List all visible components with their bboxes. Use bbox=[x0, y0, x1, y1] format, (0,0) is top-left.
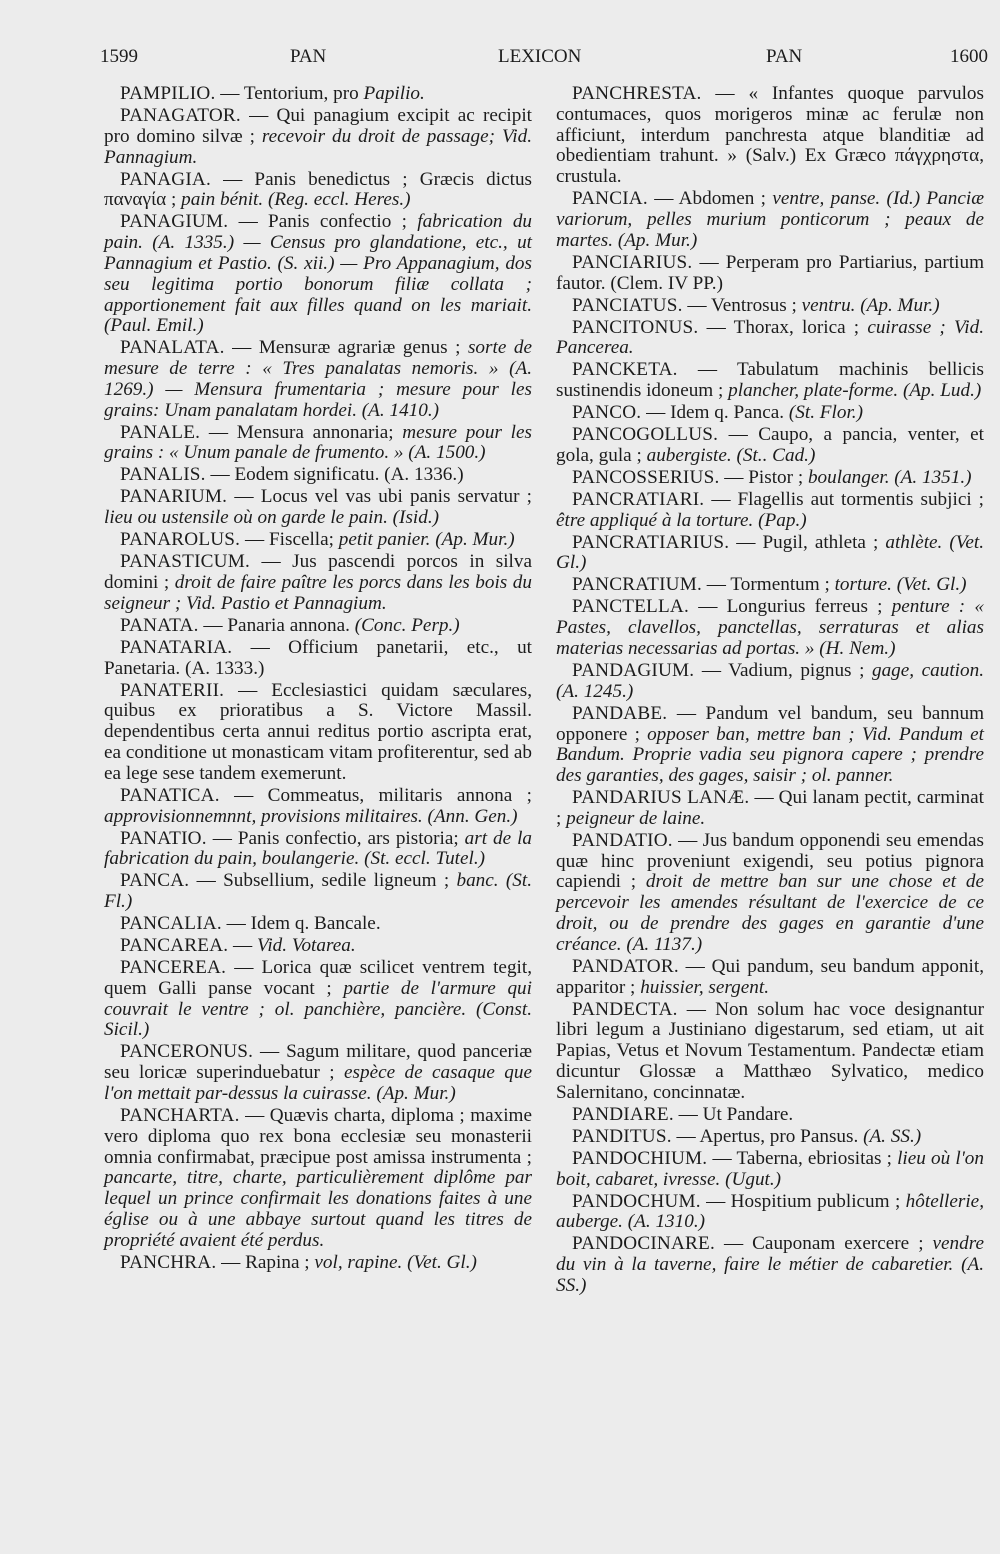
dictionary-entry bbox=[556, 533, 984, 575]
entry-gloss: peigneur de laine. bbox=[566, 807, 706, 829]
entry-definition: — Jus pascendi porcos in silva domini ; bbox=[104, 551, 532, 594]
entry-definition: — Abdomen ; bbox=[654, 188, 773, 210]
dictionary-entry bbox=[104, 1106, 532, 1252]
entry-gloss: ventru. (Ap. Mur.) bbox=[801, 294, 940, 316]
running-header bbox=[100, 46, 988, 82]
entry-headword: PANAROLUS. bbox=[120, 529, 241, 551]
entry-definition: — Taberna, ebriositas ; bbox=[712, 1147, 898, 1169]
entry-gloss: penture : « Pastes, clavellos, panctellas, serraturas et alias materias necessarias ad portas. » (H. Nem.) bbox=[556, 596, 984, 659]
dictionary-entry bbox=[104, 638, 532, 680]
entry-gloss: banc. (St. Fl.) bbox=[104, 870, 532, 913]
entry-gloss: recevoir du droit de passage; Vid. Pannagium. bbox=[104, 125, 532, 168]
entry-definition: — Eodem significatu. (A. 1336.) bbox=[210, 464, 464, 486]
entry-gloss: opposer ban, mettre ban ; Vid. Pandum et Bandum. Proprie vadia seu pignora capere ; prendre des garanties, des gages, saisir ; ol. panner. bbox=[556, 723, 984, 787]
dictionary-entry bbox=[104, 530, 532, 551]
dictionary-entry bbox=[556, 468, 984, 489]
entry-headword: PANCRATIUM. bbox=[572, 574, 702, 596]
entry-gloss: (St. Flor.) bbox=[788, 402, 863, 424]
entry-gloss: sorte de mesure de terre : « Tres panalatas nemoris. » (A. 1269.) — Mensura frumentaria ; mesure pour les grains: Unam panalatam hordei. (A. 1410.) bbox=[104, 337, 532, 421]
entry-headword: PANCA. bbox=[120, 870, 190, 892]
dictionary-entry bbox=[556, 957, 984, 999]
entry-definition: — Ecclesiastici quidam sæculares, quibus ex prioratibus a S. Victore Massil. dependentibus certa annui reditus portio ascripta erat, ea conditione ut monasticam vitam profiterentur, sed ab ea lege sese tandem exemerunt. bbox=[104, 679, 532, 784]
entry-headword: PANARIUM. bbox=[120, 486, 228, 508]
entry-headword: PANCHRA. bbox=[120, 1251, 217, 1273]
entry-gloss: huissier, sergent. bbox=[640, 976, 769, 998]
entry-definition: — Sagum militare, quod panceriæ seu loricæ superinduebatur ; bbox=[104, 1041, 532, 1084]
entry-headword: PANALATA. bbox=[120, 337, 225, 359]
entry-definition: — Panis confectio, ars pistoria; bbox=[212, 827, 465, 849]
entry-gloss: droit de faire paître les porcs dans les bois du seigneur ; Vid. Pastio et Pannagium. bbox=[104, 572, 532, 614]
entry-definition: — Perperam pro Partiarius, partium fautor. (Clem. IV PP.) bbox=[556, 251, 984, 294]
entry-definition: — Caupo, a pancia, venter, et gola, gula ; bbox=[556, 424, 985, 466]
entry-definition: — Quævis charta, diploma ; maxime vero diploma quo rex bona ecclesiæ seu monasterii omnia confirmabat, præcipue post amissa instrumenta ; bbox=[104, 1105, 533, 1168]
entry-gloss: espèce de casaque que l'on mettait par-dessus la cuirasse. (Ap. Mur.) bbox=[104, 1062, 532, 1105]
entry-gloss: Vid. Votarea. bbox=[257, 935, 356, 957]
entry-definition: — Panis confectio ; bbox=[238, 211, 418, 233]
guide-word-right: PAN bbox=[766, 46, 803, 67]
dictionary-entry bbox=[104, 936, 532, 957]
entry-headword: PANATA. bbox=[120, 614, 199, 636]
entry-gloss: vendre du vin à la taverne, faire le métier de cabaretier. (A. SS.) bbox=[556, 1233, 985, 1296]
entry-headword: PANDARIUS LANÆ. bbox=[572, 787, 750, 809]
entry-gloss: pancarte, titre, charte, particulièrement diplôme par lequel un prince confirmait les donations faites à une église ou à une abbaye surtout quand les titres de propriété avaient été perdus. bbox=[104, 1167, 532, 1251]
entry-headword: PANDOCHUM. bbox=[572, 1190, 701, 1212]
entry-definition: — Tabulatum machinis bellicis sustinendis idoneum ; bbox=[556, 359, 985, 402]
entry-headword: PANCAREA. bbox=[120, 935, 229, 957]
entry-definition: — Vadium, pignus ; bbox=[701, 659, 872, 681]
guide-word-left: PAN bbox=[290, 46, 327, 67]
entry-gloss: petit panier. (Ap. Mur.) bbox=[338, 529, 515, 551]
entry-headword: PANATIO. bbox=[120, 827, 207, 849]
entry-gloss: vol, rapine. (Vet. Gl.) bbox=[314, 1251, 477, 1273]
entry-definition: — Idem q. Panca. bbox=[646, 402, 789, 424]
entry-headword: PANATERII. bbox=[120, 679, 225, 701]
entry-headword: PANALIS. bbox=[120, 464, 206, 486]
entry-headword: PANCEREA. bbox=[120, 957, 227, 979]
entry-definition: — Officium panetarii, etc., ut Panetaria. (A. 1333.) bbox=[104, 636, 532, 679]
entry-headword: PANASTICUM. bbox=[120, 551, 250, 573]
dictionary-entry bbox=[556, 253, 984, 295]
entry-definition: — Lorica quæ scilicet ventrem tegit, quem Galli panse vocant ; bbox=[104, 957, 532, 999]
entry-headword: PANCIA. bbox=[572, 188, 648, 210]
dictionary-entry bbox=[104, 423, 532, 465]
entry-headword: PANAGATOR. bbox=[120, 104, 241, 126]
entry-headword: PANATICA. bbox=[120, 784, 220, 806]
dictionary-entry bbox=[104, 338, 532, 421]
entry-headword: PANDABE. bbox=[572, 702, 668, 724]
left-column bbox=[104, 84, 532, 1275]
entry-definition: — Mensuræ agrariæ genus ; bbox=[232, 337, 468, 359]
entry-headword: PANCHRESTA. bbox=[572, 83, 702, 104]
entry-gloss: lieu ou ustensile où on garde le pain. (Isid.) bbox=[104, 507, 440, 529]
entry-definition: — Panaria annona. bbox=[203, 614, 355, 636]
entry-headword: PANCKETA. bbox=[572, 359, 678, 381]
entry-gloss: hôtellerie, auberge. (A. 1310.) bbox=[556, 1190, 984, 1233]
entry-definition: — Idem q. Bancale. bbox=[226, 913, 381, 935]
entry-headword: PANATARIA. bbox=[120, 636, 233, 658]
dictionary-entry bbox=[556, 788, 984, 830]
entry-gloss: Papilio. bbox=[363, 83, 425, 104]
entry-definition: — Tormentum ; bbox=[706, 574, 835, 596]
entry-definition: — Cauponam exercere ; bbox=[723, 1233, 933, 1255]
entry-headword: PANCIARIUS. bbox=[572, 251, 693, 273]
dictionary-entry bbox=[556, 1149, 984, 1191]
dictionary-entry bbox=[556, 1127, 984, 1148]
dictionary-entry bbox=[104, 914, 532, 935]
dictionary-entry bbox=[556, 1105, 984, 1126]
entry-definition: — Pandum vel bandum, seu bannum opponere ; bbox=[556, 702, 985, 745]
entry-definition: — Jus bandum opponendi seu emendas quæ hinc proveniunt exigendi, seu potius pignora capiendi ; bbox=[556, 829, 984, 893]
entry-headword: PANDECTA. bbox=[572, 998, 678, 1020]
entry-gloss: mesure pour les grains : « Unum panale de frumento. » (A. 1500.) bbox=[104, 421, 532, 464]
dictionary-entry bbox=[104, 212, 532, 337]
dictionary-entry bbox=[104, 106, 532, 168]
entry-gloss: cuirasse ; Vid. Pancerea. bbox=[556, 316, 985, 359]
entry-gloss: partie de l'armure qui couvrait le ventre ; ol. panchière, pancière. (Const. Sicil.) bbox=[104, 977, 532, 1041]
entry-headword: PANAGIA. bbox=[120, 168, 211, 190]
entry-headword: PANDIARE. bbox=[572, 1103, 674, 1125]
entry-definition: — Ut Pandare. bbox=[678, 1103, 794, 1125]
entry-gloss: boulanger. (A. 1351.) bbox=[807, 466, 972, 488]
dictionary-entry bbox=[556, 318, 984, 360]
dictionary-entry bbox=[556, 704, 984, 787]
entry-headword: PANCOGOLLUS. bbox=[572, 424, 719, 446]
dictionary-entry bbox=[104, 871, 532, 913]
entry-gloss: droit de mettre ban sur une chose et de percevoir les amendes résultant de l'exercice de ce droit, ou de prendre des gages en garantie d'une créance. (A. 1137.) bbox=[556, 871, 984, 955]
entry-headword: PANDAGIUM. bbox=[572, 659, 695, 681]
entry-headword: PAMPILIO. bbox=[120, 83, 216, 104]
entry-definition: — Non solum hac voce designantur libri legum a Justiniano digestarum, sed etiam, ut ait Papias, Vetus et Novum Testamentum. Pandectæ etiam dicuntur Glossæ a Matthæo Sylvatico, medico Salernitano, concinnatæ. bbox=[556, 998, 984, 1103]
entry-definition: — Qui lanam pectit, carminat ; bbox=[556, 787, 985, 829]
right-column bbox=[556, 84, 984, 1298]
dictionary-entry bbox=[104, 1253, 532, 1274]
entry-gloss: plancher, plate-forme. (Ap. Lud.) bbox=[728, 380, 982, 402]
entry-definition: — Pugil, athleta ; bbox=[736, 531, 886, 553]
entry-gloss: athlète. (Vet. Gl.) bbox=[556, 531, 985, 574]
entry-headword: PANALE. bbox=[120, 421, 201, 443]
dictionary-entry bbox=[104, 786, 532, 828]
dictionary-entry bbox=[104, 1042, 532, 1104]
entry-headword: PANCALIA. bbox=[120, 913, 222, 935]
entry-definition: — Locus vel vas ubi panis servatur ; bbox=[234, 486, 533, 508]
entry-gloss: approvisionnemnnt, provisions militaires. (Ann. Gen.) bbox=[104, 805, 518, 827]
dictionary-entry bbox=[556, 403, 984, 424]
dictionary-entry bbox=[104, 487, 532, 529]
entry-definition: — Qui panagium excipit ac recipit pro domino silvæ ; bbox=[104, 104, 532, 147]
entry-gloss: lieu où l'on boit, cabaret, ivresse. (Ugut.) bbox=[556, 1147, 984, 1190]
entry-definition: — Ventrosus ; bbox=[687, 294, 802, 316]
dictionary-entry bbox=[104, 465, 532, 486]
entry-definition: — Commeatus, militaris annona ; bbox=[234, 784, 532, 806]
entry-definition: — Thorax, lorica ; bbox=[706, 316, 868, 338]
entry-definition: — Qui pandum, seu bandum apponit, apparitor ; bbox=[556, 955, 985, 998]
entry-gloss: fabrication du pain. (A. 1335.) — Census pro glandatione, etc., ut Pannagium et Pastio. (S. xii.) — Pro Appanagium, dos seu legitima portio bonorum filiæ collata ; apportionement fait aux filles quand on les mariait. (Paul. Emil.) bbox=[104, 211, 533, 337]
dictionary-entry bbox=[556, 84, 984, 188]
entry-headword: PANAGIUM. bbox=[120, 211, 229, 233]
dictionary-entry bbox=[556, 575, 984, 596]
entry-definition: — Tentorium, pro bbox=[220, 83, 364, 104]
entry-gloss: aubergiste. (St.. Cad.) bbox=[646, 444, 816, 466]
entry-headword: PANCRATIARI. bbox=[572, 488, 705, 510]
entry-gloss: ventre, panse. (Id.) Panciæ variorum, pelles murium ponticorum ; peaux de martes. (Ap. Mur.) bbox=[556, 188, 984, 251]
dictionary-entry bbox=[556, 296, 984, 317]
entry-definition: — bbox=[233, 935, 258, 957]
entry-headword: PANDATOR. bbox=[572, 955, 679, 977]
entry-gloss: art de la fabrication du pain, boulangerie. (St. eccl. Tutel.) bbox=[104, 827, 533, 870]
dictionary-entry bbox=[104, 829, 532, 871]
dictionary-entry bbox=[556, 1000, 984, 1104]
dictionary-entry bbox=[104, 616, 532, 637]
entry-headword: PANCITONUS. bbox=[572, 316, 699, 338]
dictionary-entry bbox=[556, 661, 984, 703]
entry-definition: — Longurius ferreus ; bbox=[698, 596, 892, 618]
dictionary-entry bbox=[556, 1234, 984, 1296]
entry-headword: PANDOCINARE. bbox=[572, 1233, 715, 1255]
entry-definition: — Apertus, pro Pansus. bbox=[676, 1125, 864, 1147]
entry-headword: PANCIATUS. bbox=[572, 294, 683, 316]
page-number-right: 1600 bbox=[950, 46, 988, 67]
dictionary-entry bbox=[104, 681, 532, 785]
entry-definition: — Panis benedictus ; Græcis dictus παναγία ; bbox=[104, 168, 533, 211]
entry-headword: PANDATIO. bbox=[572, 829, 673, 851]
entry-headword: PANCRATIARIUS. bbox=[572, 531, 730, 553]
dictionary-entry bbox=[556, 831, 984, 956]
entry-definition: — Fiscella; bbox=[244, 529, 339, 551]
entry-gloss: (A. SS.) bbox=[863, 1125, 922, 1147]
entry-definition: — Mensura annonaria; bbox=[208, 421, 403, 443]
entry-headword: PANCTELLA. bbox=[572, 596, 689, 618]
entry-gloss: pain bénit. (Reg. eccl. Heres.) bbox=[181, 189, 411, 211]
entry-definition: — Pistor ; bbox=[724, 466, 808, 488]
dictionary-entry bbox=[104, 170, 532, 212]
entry-gloss: torture. (Vet. Gl.) bbox=[834, 574, 967, 596]
dictionary-entry bbox=[104, 84, 532, 105]
entry-headword: PANCHARTA. bbox=[120, 1105, 240, 1126]
entry-headword: PANDITUS. bbox=[572, 1125, 672, 1147]
dictionary-entry bbox=[556, 490, 984, 532]
entry-definition: — « Infantes quoque parvulos contumaces, quos morigeros minæ ac ferulæ non afficiunt, interdum panchresta atque blanditiæ ad obedientiam trahunt. » (Salv.) Ex Græco πάγχρηστα, crustula. bbox=[556, 83, 984, 188]
entry-gloss: être appliqué à la torture. (Pap.) bbox=[556, 509, 807, 531]
dictionary-entry bbox=[556, 597, 984, 659]
dictionary-entry bbox=[556, 189, 984, 251]
entry-definition: — Hospitium publicum ; bbox=[706, 1190, 906, 1212]
page-number-left: 1599 bbox=[100, 46, 138, 67]
entry-definition: — Flagellis aut tormentis subjici ; bbox=[711, 488, 984, 510]
dictionary-entry bbox=[556, 1192, 984, 1234]
entry-headword: PANCOSSERIUS. bbox=[572, 466, 720, 488]
dictionary-entry bbox=[104, 552, 532, 614]
entry-definition: — Subsellium, sedile ligneum ; bbox=[196, 870, 457, 892]
dictionary-entry bbox=[104, 958, 532, 1041]
entry-gloss: (Conc. Perp.) bbox=[354, 614, 460, 636]
entry-definition: — Rapina ; bbox=[221, 1251, 315, 1273]
entry-headword: PANCERONUS. bbox=[120, 1041, 254, 1063]
entry-headword: PANCO. bbox=[572, 402, 642, 424]
entry-headword: PANDOCHIUM. bbox=[572, 1147, 708, 1169]
running-title: LEXICON bbox=[498, 46, 582, 67]
dictionary-entry bbox=[556, 425, 984, 467]
dictionary-entry bbox=[556, 360, 984, 402]
entry-gloss: gage, caution. (A. 1245.) bbox=[556, 659, 984, 702]
